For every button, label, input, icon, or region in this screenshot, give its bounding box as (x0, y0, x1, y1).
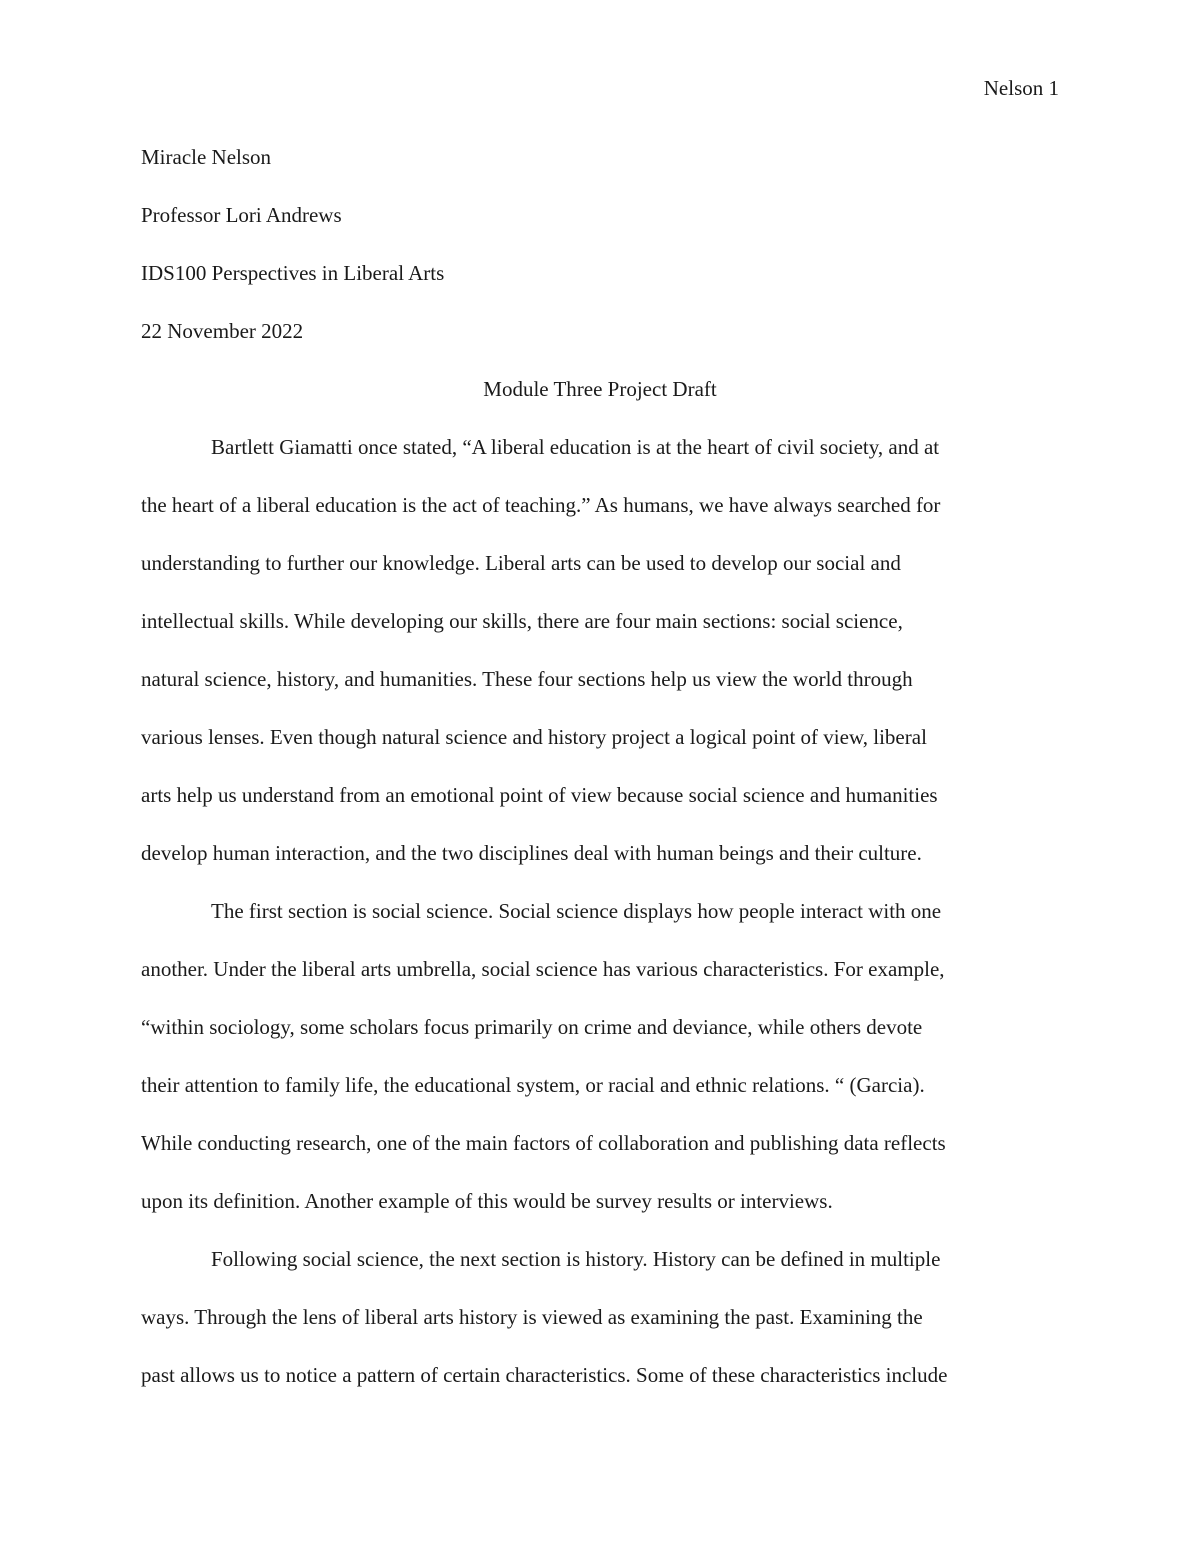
paragraph-line: upon its definition. Another example of this would be survey results or interviews. (141, 1189, 833, 1213)
paragraph-3 (141, 1245, 1059, 1419)
paragraph-2 (141, 897, 1059, 1245)
paragraph-line: another. Under the liberal arts umbrella, social science has various characteristics. For example, (141, 957, 945, 981)
paragraph-line: past allows us to notice a pattern of certain characteristics. Some of these characteristics include (141, 1363, 948, 1387)
paragraph-line: natural science, history, and humanities. These four sections help us view the world through (141, 667, 913, 691)
paragraph-line: develop human interaction, and the two disciplines deal with human beings and their culture. (141, 841, 922, 865)
paragraph-1 (141, 433, 1059, 897)
paragraph-line: understanding to further our knowledge. Liberal arts can be used to develop our social and (141, 551, 901, 575)
paragraph-line: While conducting research, one of the main factors of collaboration and publishing data reflects (141, 1131, 946, 1155)
running-head: Nelson 1 (983, 76, 1059, 100)
paragraph-line: ways. Through the lens of liberal arts history is viewed as examining the past. Examining the (141, 1305, 923, 1329)
paragraph-line: various lenses. Even though natural science and history project a logical point of view, liberal (141, 725, 927, 749)
paragraph-line: the heart of a liberal education is the act of teaching.” As humans, we have always searched for (141, 493, 941, 517)
document-title: Module Three Project Draft (483, 377, 717, 401)
document-body (141, 143, 1059, 1419)
paragraph-line: The first section is social science. Social science displays how people interact with one (211, 899, 942, 923)
paragraph-line: “within sociology, some scholars focus primarily on crime and deviance, while others devote (141, 1015, 923, 1039)
professor-name: Professor Lori Andrews (141, 203, 342, 227)
paragraph-line: their attention to family life, the educational system, or racial and ethnic relations. “ (Garcia). (141, 1073, 925, 1097)
paragraph-line: intellectual skills. While developing our skills, there are four main sections: social science, (141, 609, 903, 633)
paragraph-line: arts help us understand from an emotional point of view because social science and humanities (141, 783, 938, 807)
paragraph-line: Bartlett Giamatti once stated, “A liberal education is at the heart of civil society, and at (211, 435, 940, 459)
course-name: IDS100 Perspectives in Liberal Arts (141, 261, 445, 285)
document-date: 22 November 2022 (141, 319, 304, 343)
author-name: Miracle Nelson (141, 145, 272, 169)
paragraph-line: Following social science, the next section is history. History can be defined in multiple (211, 1247, 941, 1271)
